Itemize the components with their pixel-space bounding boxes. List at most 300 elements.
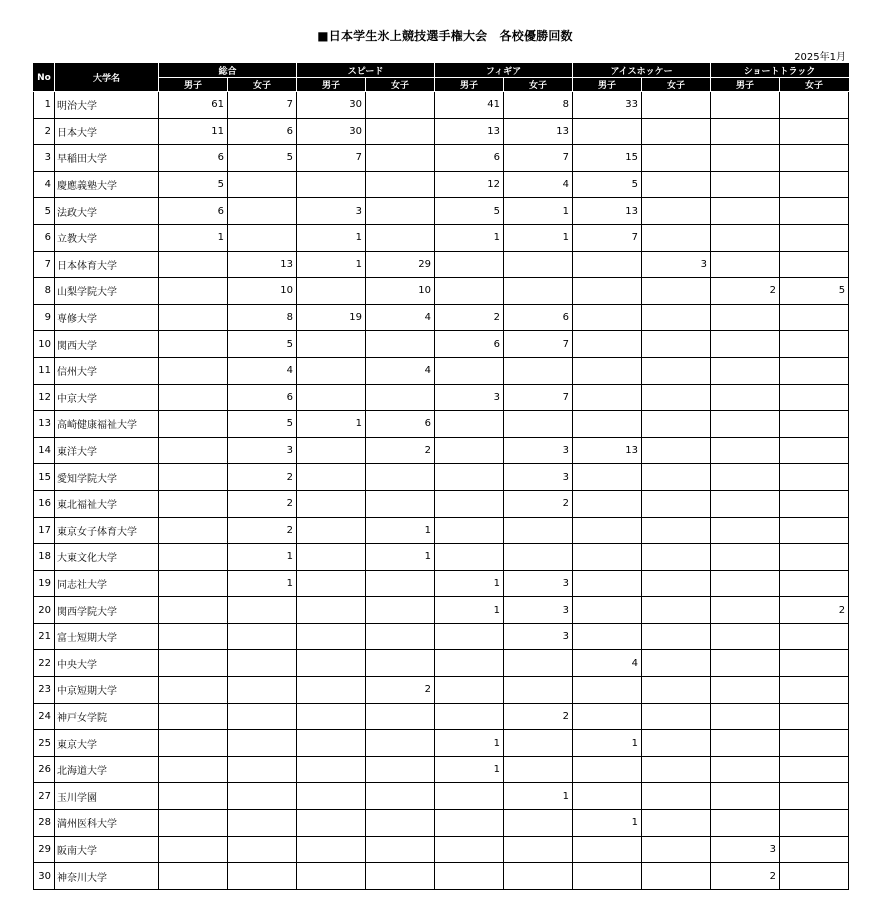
- count-cell: [573, 304, 642, 331]
- count-cell: [297, 677, 366, 704]
- table-row: [34, 278, 849, 305]
- count-cell: [642, 118, 711, 145]
- count-cell: 12: [435, 171, 504, 198]
- count-cell: 1: [504, 224, 573, 251]
- university-name: 明治大学: [55, 92, 159, 119]
- count-cell: [297, 570, 366, 597]
- row-number: 1: [34, 92, 55, 119]
- university-name: 中京短期大学: [55, 677, 159, 704]
- count-cell: [711, 650, 780, 677]
- header-female: 女子: [642, 78, 711, 92]
- count-cell: [159, 464, 228, 491]
- count-cell: [780, 464, 849, 491]
- count-cell: [366, 810, 435, 837]
- table-row: [34, 145, 849, 172]
- count-cell: [573, 863, 642, 890]
- count-cell: 7: [297, 145, 366, 172]
- count-cell: 33: [573, 92, 642, 119]
- count-cell: [780, 703, 849, 730]
- header-group-figure: フィギア: [435, 64, 573, 78]
- table-row: [34, 570, 849, 597]
- university-name: 法政大学: [55, 198, 159, 225]
- count-cell: [711, 251, 780, 278]
- count-cell: [504, 278, 573, 305]
- count-cell: [642, 544, 711, 571]
- count-cell: [504, 756, 573, 783]
- count-cell: [297, 490, 366, 517]
- count-cell: [504, 730, 573, 757]
- count-cell: [366, 490, 435, 517]
- count-cell: [780, 304, 849, 331]
- row-number: 27: [34, 783, 55, 810]
- table-row: [34, 198, 849, 225]
- count-cell: [780, 810, 849, 837]
- count-cell: [228, 703, 297, 730]
- page-title: ■日本学生氷上競技選手権大会 各校優勝回数: [317, 29, 573, 43]
- table-row: [34, 224, 849, 251]
- count-cell: [159, 650, 228, 677]
- count-cell: [228, 198, 297, 225]
- count-cell: 11: [159, 118, 228, 145]
- count-cell: 13: [504, 118, 573, 145]
- count-cell: 3: [504, 570, 573, 597]
- university-name: 神戸女学院: [55, 703, 159, 730]
- count-cell: 2: [366, 437, 435, 464]
- count-cell: [642, 730, 711, 757]
- count-cell: [711, 411, 780, 438]
- row-number: 2: [34, 118, 55, 145]
- count-cell: [297, 331, 366, 358]
- count-cell: [504, 810, 573, 837]
- row-number: 17: [34, 517, 55, 544]
- count-cell: [780, 411, 849, 438]
- count-cell: [366, 464, 435, 491]
- count-cell: [711, 145, 780, 172]
- count-cell: [642, 490, 711, 517]
- count-cell: 2: [780, 597, 849, 624]
- count-cell: [297, 171, 366, 198]
- count-cell: [573, 490, 642, 517]
- row-number: 15: [34, 464, 55, 491]
- header-university: 大学名: [55, 64, 159, 92]
- row-number: 21: [34, 623, 55, 650]
- header-male: 男子: [297, 78, 366, 92]
- header-female: 女子: [780, 78, 849, 92]
- count-cell: [780, 92, 849, 119]
- table-row: [34, 650, 849, 677]
- university-name: 関西大学: [55, 331, 159, 358]
- count-cell: [297, 464, 366, 491]
- university-name: 専修大学: [55, 304, 159, 331]
- count-cell: [228, 597, 297, 624]
- count-cell: [711, 224, 780, 251]
- count-cell: 3: [642, 251, 711, 278]
- count-cell: [435, 544, 504, 571]
- count-cell: [297, 730, 366, 757]
- count-cell: [780, 118, 849, 145]
- header-group-icehockey: アイスホッケー: [573, 64, 711, 78]
- count-cell: [297, 623, 366, 650]
- count-cell: [642, 597, 711, 624]
- row-number: 19: [34, 570, 55, 597]
- university-name: 中京大学: [55, 384, 159, 411]
- count-cell: 3: [504, 437, 573, 464]
- count-cell: 2: [711, 863, 780, 890]
- count-cell: [366, 570, 435, 597]
- date-label: 2025年1月: [794, 52, 846, 63]
- count-cell: [435, 464, 504, 491]
- row-number: 11: [34, 357, 55, 384]
- row-number: 23: [34, 677, 55, 704]
- count-cell: 8: [504, 92, 573, 119]
- count-cell: 2: [228, 490, 297, 517]
- count-cell: 1: [297, 411, 366, 438]
- count-cell: [711, 437, 780, 464]
- row-number: 3: [34, 145, 55, 172]
- count-cell: 4: [366, 357, 435, 384]
- count-cell: [711, 92, 780, 119]
- count-cell: [780, 650, 849, 677]
- count-cell: [780, 623, 849, 650]
- count-cell: [780, 198, 849, 225]
- count-cell: [435, 278, 504, 305]
- count-cell: [504, 677, 573, 704]
- count-cell: [780, 171, 849, 198]
- count-cell: [642, 517, 711, 544]
- count-cell: [642, 810, 711, 837]
- table-row: [34, 384, 849, 411]
- row-number: 14: [34, 437, 55, 464]
- count-cell: 5: [228, 331, 297, 358]
- count-cell: 5: [228, 145, 297, 172]
- count-cell: 3: [711, 836, 780, 863]
- count-cell: [573, 251, 642, 278]
- university-name: 同志社大学: [55, 570, 159, 597]
- count-cell: 10: [228, 278, 297, 305]
- count-cell: 1: [504, 198, 573, 225]
- count-cell: [435, 863, 504, 890]
- count-cell: [711, 597, 780, 624]
- row-number: 26: [34, 756, 55, 783]
- count-cell: [573, 331, 642, 358]
- count-cell: 2: [228, 464, 297, 491]
- count-cell: [159, 490, 228, 517]
- count-cell: [297, 650, 366, 677]
- count-cell: [159, 304, 228, 331]
- row-number: 7: [34, 251, 55, 278]
- count-cell: [435, 703, 504, 730]
- count-cell: [435, 251, 504, 278]
- count-cell: [780, 224, 849, 251]
- table-row: [34, 836, 849, 863]
- count-cell: [297, 357, 366, 384]
- university-name: 富士短期大学: [55, 623, 159, 650]
- count-cell: [642, 863, 711, 890]
- row-number: 24: [34, 703, 55, 730]
- count-cell: [159, 783, 228, 810]
- count-cell: [366, 650, 435, 677]
- count-cell: [159, 623, 228, 650]
- table-row: [34, 490, 849, 517]
- count-cell: [711, 703, 780, 730]
- count-cell: 13: [573, 198, 642, 225]
- count-cell: 13: [435, 118, 504, 145]
- count-cell: 30: [297, 118, 366, 145]
- count-cell: 2: [435, 304, 504, 331]
- count-cell: 61: [159, 92, 228, 119]
- count-cell: [573, 623, 642, 650]
- count-cell: 6: [228, 118, 297, 145]
- count-cell: [642, 783, 711, 810]
- count-cell: [711, 384, 780, 411]
- count-cell: [780, 863, 849, 890]
- table-row: [34, 623, 849, 650]
- count-cell: 7: [504, 384, 573, 411]
- count-cell: [435, 783, 504, 810]
- count-cell: 1: [228, 570, 297, 597]
- row-number: 10: [34, 331, 55, 358]
- count-cell: [711, 677, 780, 704]
- count-cell: 2: [711, 278, 780, 305]
- university-name: 関西学院大学: [55, 597, 159, 624]
- count-cell: 6: [435, 331, 504, 358]
- count-cell: [366, 92, 435, 119]
- count-cell: [642, 836, 711, 863]
- count-cell: [435, 357, 504, 384]
- count-cell: [642, 384, 711, 411]
- table-row: [34, 92, 849, 119]
- count-cell: [711, 304, 780, 331]
- count-cell: [159, 810, 228, 837]
- count-cell: [573, 836, 642, 863]
- count-cell: [366, 331, 435, 358]
- count-cell: [642, 623, 711, 650]
- count-cell: [642, 570, 711, 597]
- count-cell: [366, 145, 435, 172]
- count-cell: 1: [297, 224, 366, 251]
- count-cell: 7: [504, 145, 573, 172]
- count-cell: [780, 783, 849, 810]
- university-name: 早稲田大学: [55, 145, 159, 172]
- count-cell: 6: [159, 145, 228, 172]
- table-row: [34, 331, 849, 358]
- count-cell: [573, 278, 642, 305]
- count-cell: 6: [366, 411, 435, 438]
- count-cell: 3: [228, 437, 297, 464]
- count-cell: [504, 650, 573, 677]
- count-cell: [159, 331, 228, 358]
- count-cell: 4: [504, 171, 573, 198]
- count-cell: [711, 331, 780, 358]
- university-name: 玉川学園: [55, 783, 159, 810]
- count-cell: [642, 756, 711, 783]
- count-cell: [780, 730, 849, 757]
- university-name: 高崎健康福祉大学: [55, 411, 159, 438]
- university-name: 東北福祉大学: [55, 490, 159, 517]
- count-cell: 2: [504, 703, 573, 730]
- table-header: [34, 64, 849, 92]
- count-cell: 19: [297, 304, 366, 331]
- count-cell: [297, 810, 366, 837]
- count-cell: [159, 677, 228, 704]
- count-cell: [297, 863, 366, 890]
- count-cell: [366, 863, 435, 890]
- count-cell: [711, 171, 780, 198]
- count-cell: [780, 384, 849, 411]
- table-row: [34, 677, 849, 704]
- count-cell: 1: [435, 756, 504, 783]
- count-cell: [159, 570, 228, 597]
- count-cell: 5: [435, 198, 504, 225]
- count-cell: [228, 171, 297, 198]
- header-female: 女子: [228, 78, 297, 92]
- championship-table: [33, 63, 849, 890]
- count-cell: [228, 623, 297, 650]
- count-cell: [504, 411, 573, 438]
- count-cell: [159, 411, 228, 438]
- count-cell: [228, 810, 297, 837]
- university-name: 東洋大学: [55, 437, 159, 464]
- row-number: 28: [34, 810, 55, 837]
- count-cell: 5: [573, 171, 642, 198]
- table-row: [34, 756, 849, 783]
- count-cell: 1: [435, 224, 504, 251]
- count-cell: [573, 384, 642, 411]
- count-cell: [573, 357, 642, 384]
- header-female: 女子: [504, 78, 573, 92]
- count-cell: [573, 570, 642, 597]
- count-cell: [297, 517, 366, 544]
- count-cell: 2: [504, 490, 573, 517]
- table-row: [34, 703, 849, 730]
- count-cell: [642, 411, 711, 438]
- count-cell: [504, 251, 573, 278]
- count-cell: [435, 437, 504, 464]
- count-cell: [780, 357, 849, 384]
- count-cell: [435, 517, 504, 544]
- count-cell: [780, 570, 849, 597]
- count-cell: 1: [159, 224, 228, 251]
- row-number: 13: [34, 411, 55, 438]
- count-cell: [642, 437, 711, 464]
- count-cell: [366, 836, 435, 863]
- count-cell: 4: [228, 357, 297, 384]
- university-name: 阪南大学: [55, 836, 159, 863]
- count-cell: [366, 597, 435, 624]
- count-cell: 41: [435, 92, 504, 119]
- count-cell: [435, 623, 504, 650]
- table-row: [34, 437, 849, 464]
- count-cell: [159, 863, 228, 890]
- count-cell: [711, 118, 780, 145]
- count-cell: 8: [228, 304, 297, 331]
- count-cell: 1: [435, 730, 504, 757]
- count-cell: [366, 756, 435, 783]
- count-cell: 2: [228, 517, 297, 544]
- row-number: 4: [34, 171, 55, 198]
- row-number: 20: [34, 597, 55, 624]
- row-number: 18: [34, 544, 55, 571]
- table-row: [34, 810, 849, 837]
- count-cell: [435, 650, 504, 677]
- count-cell: [711, 198, 780, 225]
- university-name: 満州医科大学: [55, 810, 159, 837]
- count-cell: [228, 224, 297, 251]
- row-number: 29: [34, 836, 55, 863]
- university-name: 慶應義塾大学: [55, 171, 159, 198]
- count-cell: 5: [159, 171, 228, 198]
- count-cell: [504, 517, 573, 544]
- count-cell: [504, 863, 573, 890]
- count-cell: [642, 171, 711, 198]
- count-cell: [573, 677, 642, 704]
- count-cell: [435, 810, 504, 837]
- count-cell: 3: [297, 198, 366, 225]
- count-cell: 3: [504, 623, 573, 650]
- count-cell: [159, 836, 228, 863]
- count-cell: [297, 278, 366, 305]
- count-cell: [159, 437, 228, 464]
- row-number: 6: [34, 224, 55, 251]
- count-cell: [573, 703, 642, 730]
- count-cell: [159, 357, 228, 384]
- count-cell: [711, 464, 780, 491]
- count-cell: [642, 650, 711, 677]
- count-cell: [711, 623, 780, 650]
- university-name: 日本大学: [55, 118, 159, 145]
- count-cell: [780, 544, 849, 571]
- count-cell: [297, 437, 366, 464]
- count-cell: [780, 145, 849, 172]
- count-cell: [711, 756, 780, 783]
- header-group-speed: スピード: [297, 64, 435, 78]
- count-cell: [711, 357, 780, 384]
- university-name: 立教大学: [55, 224, 159, 251]
- count-cell: [159, 597, 228, 624]
- count-cell: 13: [228, 251, 297, 278]
- count-cell: [711, 810, 780, 837]
- count-cell: 1: [504, 783, 573, 810]
- count-cell: [780, 490, 849, 517]
- table-row: [34, 411, 849, 438]
- count-cell: [366, 623, 435, 650]
- header-female: 女子: [366, 78, 435, 92]
- count-cell: 7: [504, 331, 573, 358]
- count-cell: [573, 783, 642, 810]
- count-cell: [780, 331, 849, 358]
- count-cell: 13: [573, 437, 642, 464]
- count-cell: 15: [573, 145, 642, 172]
- count-cell: 5: [228, 411, 297, 438]
- count-cell: [159, 703, 228, 730]
- count-cell: [366, 224, 435, 251]
- count-cell: [642, 198, 711, 225]
- count-cell: [642, 278, 711, 305]
- table-body: [34, 92, 849, 890]
- count-cell: [228, 677, 297, 704]
- count-cell: [228, 863, 297, 890]
- count-cell: [504, 836, 573, 863]
- count-cell: [504, 357, 573, 384]
- count-cell: [780, 836, 849, 863]
- table-row: [34, 730, 849, 757]
- count-cell: [780, 517, 849, 544]
- count-cell: 6: [159, 198, 228, 225]
- count-cell: [159, 517, 228, 544]
- count-cell: 7: [228, 92, 297, 119]
- count-cell: [297, 597, 366, 624]
- count-cell: [366, 118, 435, 145]
